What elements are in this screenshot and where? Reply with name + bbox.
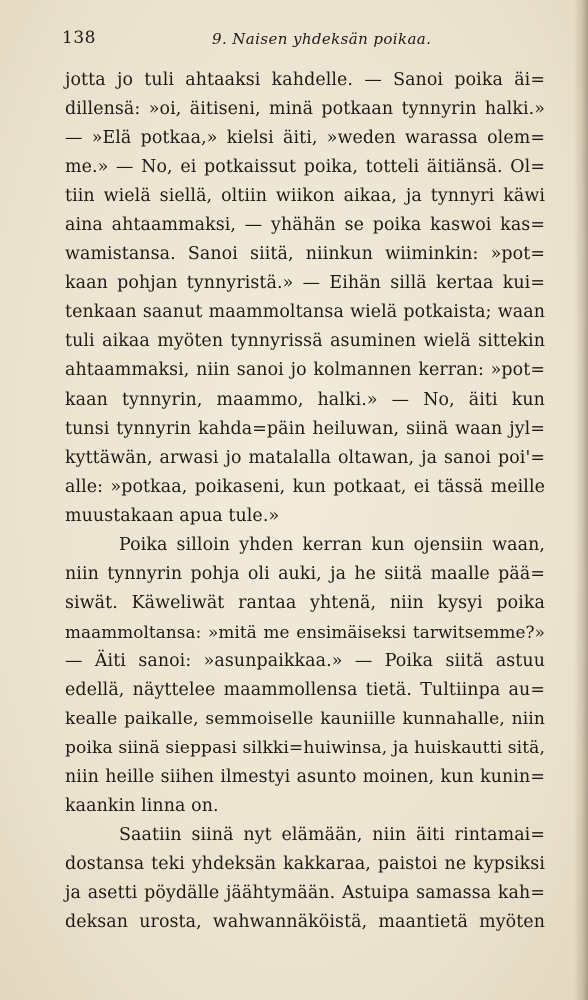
text-line: kaan tynnyrin, maammo, halki.» — No, äiti kun <box>65 389 545 410</box>
text-line: deksan urosta, wahwannäköistä, maantietä myöten <box>65 912 545 933</box>
chapter-title: 9. Naisen yhdeksän poikaa. <box>212 30 432 48</box>
text-line-paragraph-end: kaankin linna on. <box>65 796 219 817</box>
text-line: — Äiti sanoi: »asunpaikkaa.» — Poika siitä astuu <box>65 650 545 671</box>
page-number: 138 <box>62 28 96 48</box>
text-line: ja asetti pöydälle jäähtymään. Astuipa samassa kah= <box>65 883 545 904</box>
text-line: tunsi tynnyrin kahda=päin heiluwan, siinä waan jyl= <box>65 418 545 439</box>
text-line: ahtaammaksi, niin sanoi jo kolmannen kerran: »pot= <box>65 360 545 381</box>
text-line: me.» — No, ei potkaissut poika, totteli äitiänsä. Ol= <box>65 157 545 178</box>
text-line: aina ahtaammaksi, — yhähän se poika kaswoi kas= <box>65 215 545 236</box>
text-line: niin heille siihen ilmestyi asunto moinen, kun kunin= <box>65 767 545 788</box>
text-line: edellä, näyttelee maammollensa tietä. Tultiinpa au= <box>65 679 545 700</box>
text-line: poika siinä sieppasi silkki=huiwinsa, ja huiskautti sitä, <box>65 738 545 759</box>
text-line: tuli aikaa myöten tynnyrissä asuminen wielä sittekin <box>65 331 545 352</box>
page-edge-shadow <box>574 0 588 1000</box>
text-line: alle: »potkaa, poikaseni, kun potkaat, ei tässä meille <box>65 476 545 497</box>
text-line: dillensä: »oi, äitiseni, minä potkaan tynnyrin halki.» <box>65 99 545 120</box>
text-line: siwät. Käweliwät rantaa yhtenä, niin kysyi poika <box>65 592 545 613</box>
text-line: jotta jo tuli ahtaaksi kahdelle. — Sanoi poika äi= <box>65 70 545 90</box>
running-head <box>62 28 532 54</box>
text-line: kealle paikalle, semmoiselle kauniille kunnahalle, niin <box>65 709 545 730</box>
text-line-paragraph-start: Saatiin siinä nyt elämään, niin äiti rintamai= <box>119 825 545 846</box>
body-text <box>65 66 545 937</box>
text-line: niin tynnyrin pohja oli auki, ja he siitä maalle pää= <box>65 563 545 584</box>
text-line-paragraph-end: muustakaan apua tule.» <box>65 505 280 526</box>
text-line-paragraph-start: Poika silloin yhden kerran kun ojensiin waan, <box>119 534 545 555</box>
text-line: dostansa teki yhdeksän kakkaraa, paistoi ne kypsiksi <box>65 854 545 875</box>
text-line: kaan pohjan tynnyristä.» — Eihän sillä kertaa kui= <box>65 273 545 294</box>
text-line: — »Elä potkaa,» kielsi äiti, »weden warassa olem= <box>65 128 545 149</box>
text-line: kyttäwän, arwasi jo matalalla oltawan, ja sanoi poi'= <box>65 447 545 468</box>
text-line: maammoltansa: »mitä me ensimäiseksi tarwitsemme?» <box>65 621 545 642</box>
text-line: tenkaan saanut maammoltansa wielä potkaista; waan <box>65 302 545 323</box>
text-line: tiin wielä siellä, oltiin wiikon aikaa, ja tynnyri käwi <box>65 186 545 207</box>
text-line: wamistansa. Sanoi siitä, niinkun wiiminkin: »pot= <box>65 244 545 265</box>
